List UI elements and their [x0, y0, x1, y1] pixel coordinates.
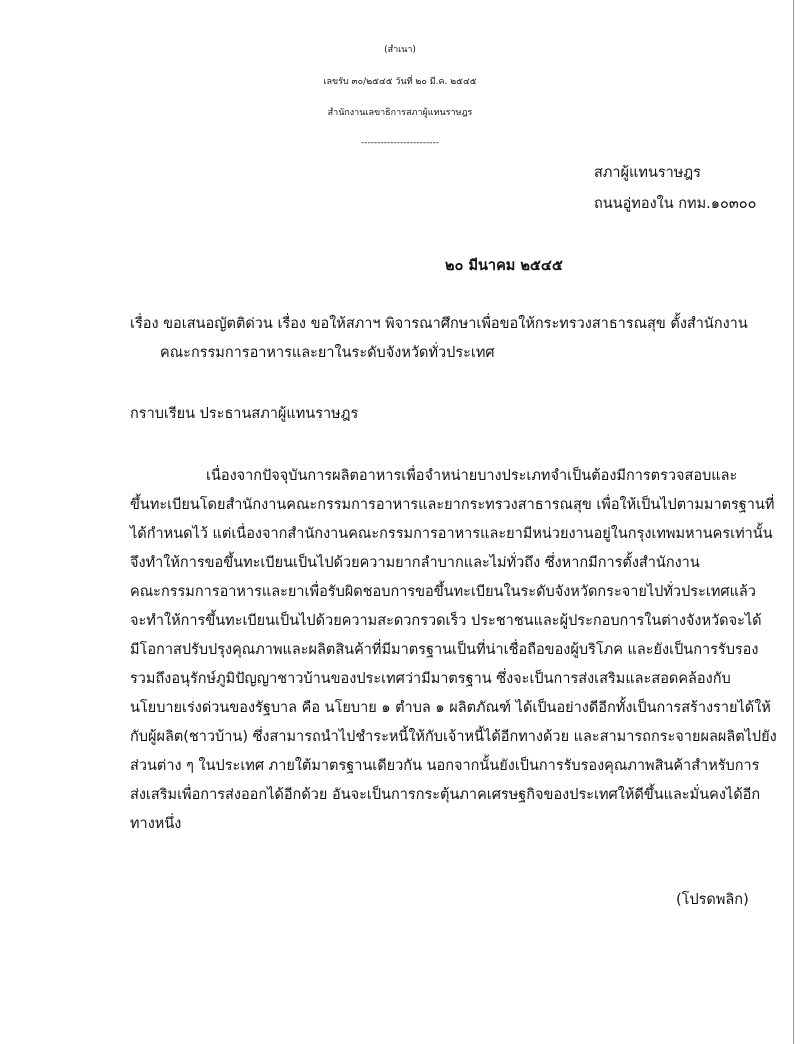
- body-line: ได้กำหนดไว้ แต่เนื่องจากสำนักงานคณะกรรมการอาหารและยามีหน่วยงานอยู่ในกรุงเทพมหานครเท่านั้น: [130, 526, 773, 542]
- scan-edge-line: [793, 0, 794, 1044]
- body-line: มีโอกาสปรับปรุงคุณภาพและผลิตสินค้าที่มีมาตรฐานเป็นที่น่าเชื่อถือของผู้บริโภค และยังเป็นการรับรอง: [130, 642, 759, 658]
- header-divider: ------------------------: [361, 138, 439, 148]
- body-line: ขึ้นทะเบียนโดยสำนักงานคณะกรรมการอาหารและยากระทรวงสาธารณสุข เพื่อให้เป็นไปตามมาตรฐานที่: [130, 497, 775, 513]
- body-line: ส่งเสริมเพื่อการส่งออกได้อีกด้วย อันจะเป็นการกระตุ้นภาคเศรษฐกิจของประเทศให้ดีขึ้นและมั่นคงได้อีก: [130, 787, 761, 803]
- body-line: จะทำให้การขึ้นทะเบียนเป็นไปด้วยความสะดวกรวดเร็ว ประชาชนและผู้ประกอบการในต่างจังหวัดจะได้: [130, 613, 762, 629]
- body-line: นโยบายเร่งด่วนของรัฐบาล คือ นโยบาย ๑ ตำบล ๑ ผลิตภัณฑ์ ได้เป็นอย่างดีอีกทั้งเป็นการสร้างรายได้ให้: [130, 700, 771, 716]
- subject-line-2: คณะกรรมการอาหารและยาในระดับจังหวัดทั่วประเทศ: [160, 345, 495, 361]
- copy-mark: (สำเนา): [384, 45, 416, 55]
- turn-over-note: (โปรดพลิก): [676, 892, 749, 908]
- address-line-2: ถนนอู่ทองใน กทม.๑๐๓๐๐: [594, 196, 757, 212]
- body-line: เนื่องจากปัจจุบันการผลิตอาหารเพื่อจำหน่ายบางประเภทจำเป็นต้องมีการตรวจสอบและ: [206, 468, 738, 484]
- receipt-number: เลขรับ ๓๐/๒๕๔๕ วันที่ ๒๐ มี.ค. ๒๕๔๕: [323, 77, 477, 87]
- body-line: คณะกรรมการอาหารและยาเพื่อรับผิดชอบการขอขึ้นทะเบียนในระดับจังหวัดกระจายไปทั่วประเทศแล้ว: [130, 584, 756, 600]
- office-name: สำนักงานเลขาธิการสภาผู้แทนราษฎร: [327, 108, 473, 118]
- body-line: กับผู้ผลิต(ชาวบ้าน) ซึ่งสามารถนำไปชำระหนี้ให้กับเจ้าหนี้ได้อีกทางด้วย และสามารถกระจายผลผลิตไปยัง: [130, 729, 777, 745]
- body-line: จึงทำให้การขอขึ้นทะเบียนเป็นไปด้วยความยากลำบากและไม่ทั่วถึง ซึ่งหากมีการตั้งสำนักงาน: [130, 555, 700, 571]
- letter-date: ๒๐ มีนาคม ๒๕๔๕: [445, 258, 563, 274]
- body-line: รวมถึงอนุรักษ์ภูมิปัญญาชาวบ้านของประเทศว่ามีมาตรฐาน ซึ่งจะเป็นการส่งเสริมและสอดคล้องกับ: [130, 671, 731, 687]
- body-line: ส่วนต่าง ๆ ในประเทศ ภายใต้มาตรฐานเดียวกัน นอกจากนั้นยังเป็นการรับรองคุณภาพสินค้าสำหรับการ: [130, 758, 760, 774]
- body-paragraph: [130, 462, 777, 839]
- subject-line-1: เรื่อง ขอเสนอญัตติด่วน เรื่อง ขอให้สภาฯ พิจารณาศึกษาเพื่อขอให้กระทรวงสาธารณสุข ตั้งสำนักงาน: [130, 316, 748, 332]
- salutation: กราบเรียน ประธานสภาผู้แทนราษฎร: [130, 406, 359, 422]
- body-line: ทางหนึ่ง: [130, 816, 182, 832]
- address-line-1: สภาผู้แทนราษฎร: [594, 165, 701, 181]
